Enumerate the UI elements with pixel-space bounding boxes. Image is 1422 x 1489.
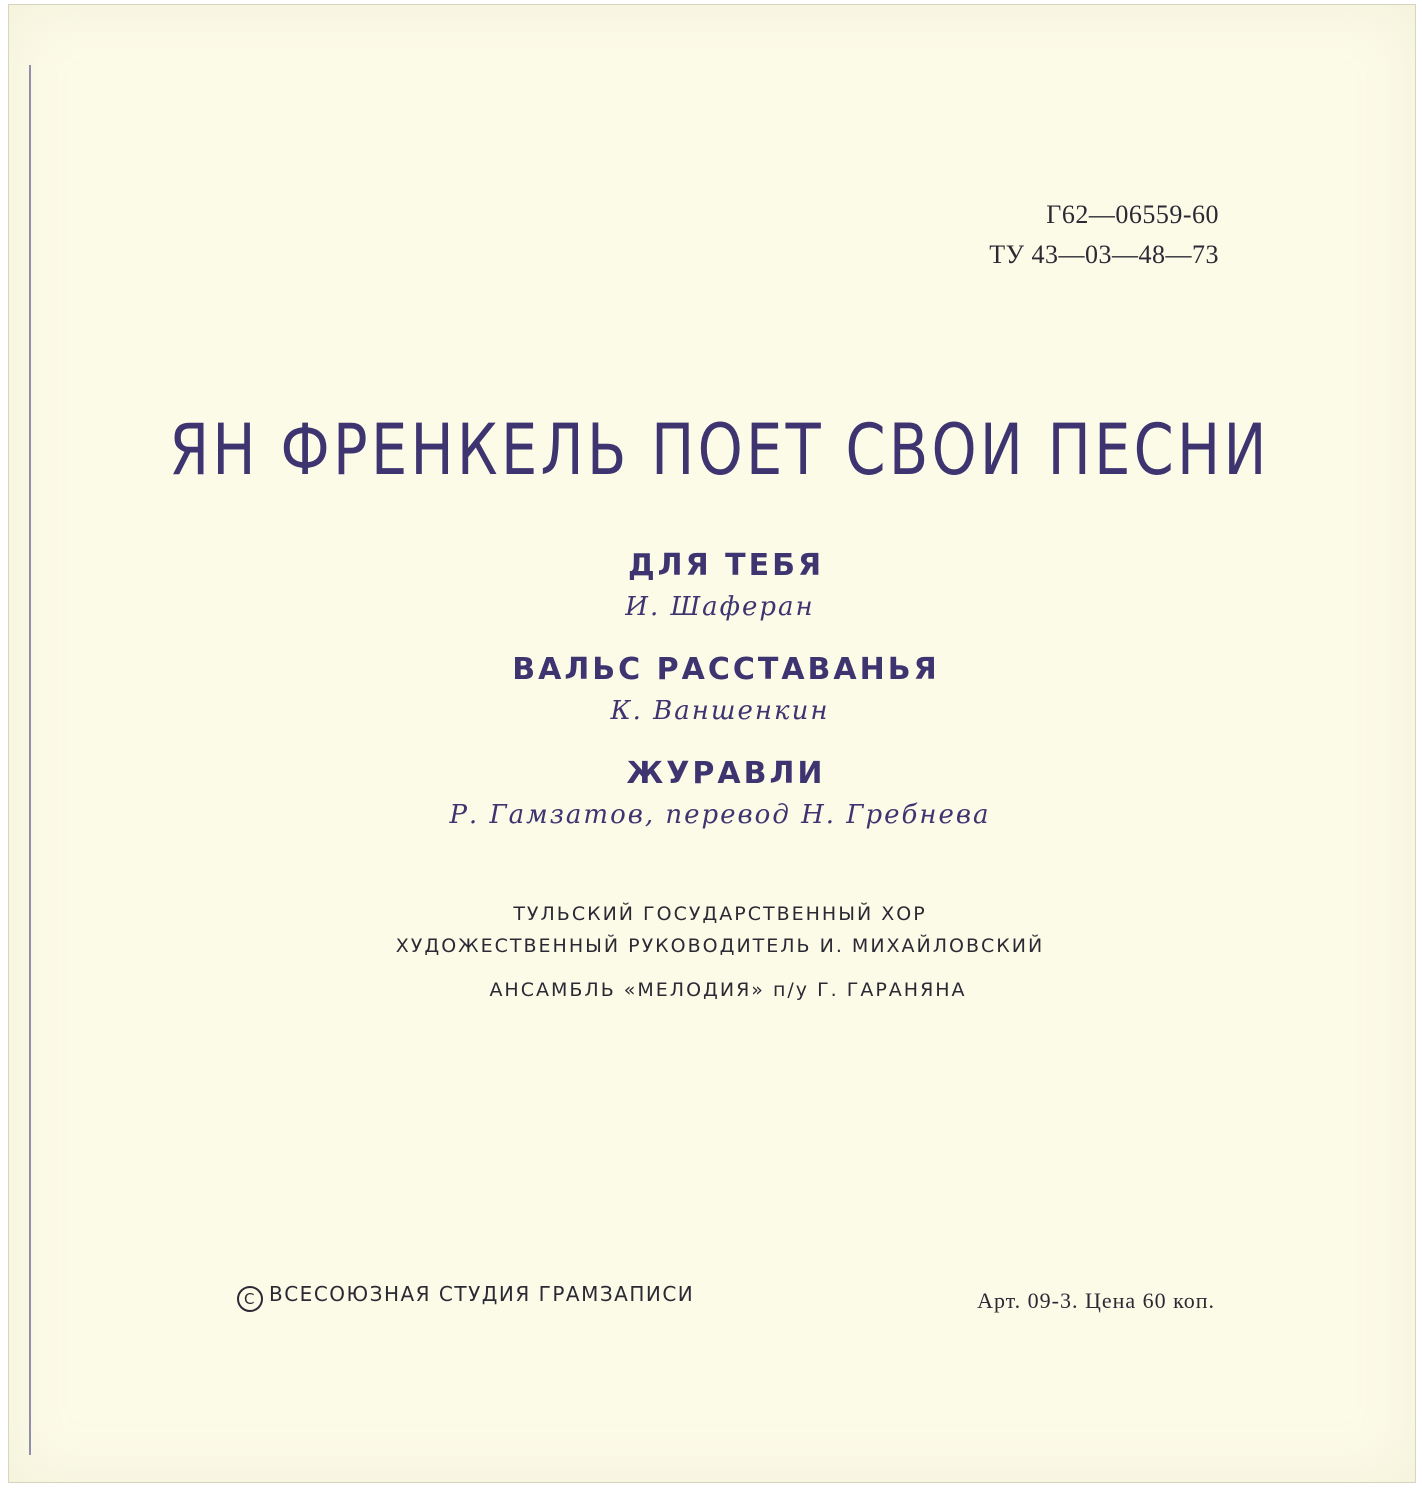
song-list xyxy=(9,545,1422,857)
song-title: ВАЛЬС РАССТАВАНЬЯ xyxy=(512,652,940,687)
song-lyricist: Р. Гамзатов, перевод Н. Гребнева xyxy=(449,800,991,830)
catalog-block xyxy=(989,195,1219,275)
catalog-number: Г62—06559-60 xyxy=(1046,200,1219,229)
copyright-line xyxy=(237,1282,694,1312)
performers-block xyxy=(9,898,1422,1006)
song-item xyxy=(9,753,1422,835)
album-title: ЯН ФРЕНКЕЛЬ ПОЕТ СВОИ ПЕСНИ xyxy=(169,409,1270,491)
song-title: ЖУРАВЛИ xyxy=(626,756,826,791)
choir-name: ТУЛЬСКИЙ ГОСУДАРСТВЕННЫЙ ХОР xyxy=(513,903,927,925)
song-lyricist: И. Шаферан xyxy=(625,592,815,622)
song-title: ДЛЯ ТЕБЯ xyxy=(627,548,825,583)
choir-director: ХУДОЖЕСТВЕННЫЙ РУКОВОДИТЕЛЬ И. МИХАЙЛОВСКИЙ xyxy=(395,935,1045,957)
song-lyricist: К. Ваншенкин xyxy=(610,696,830,726)
technical-spec: ТУ 43—03—48—73 xyxy=(989,240,1219,269)
record-sleeve-back xyxy=(8,4,1416,1483)
song-item xyxy=(9,649,1422,731)
song-item xyxy=(9,545,1422,627)
copyright-icon: C xyxy=(237,1286,263,1312)
price-label: Арт. 09-3. Цена 60 коп. xyxy=(977,1288,1215,1313)
ensemble-name: АНСАМБЛЬ «МЕЛОДИЯ» п/у Г. ГАРАНЯНА xyxy=(489,979,967,1001)
studio-name: ВСЕСОЮЗНАЯ СТУДИЯ ГРАМЗАПИСИ xyxy=(269,1282,695,1306)
